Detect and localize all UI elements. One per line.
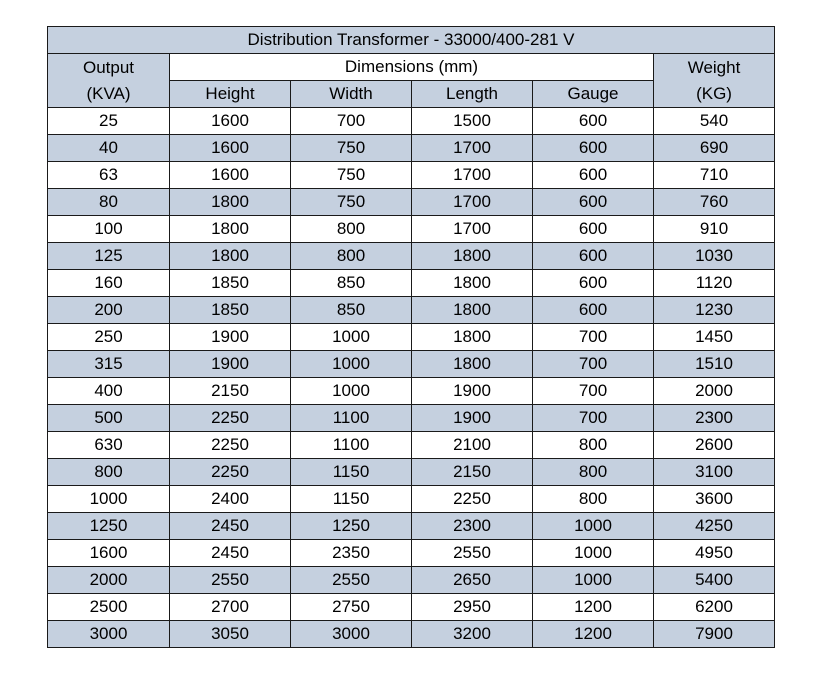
- cell-length: 1700: [412, 162, 533, 189]
- cell-output: 2000: [48, 567, 170, 594]
- table-row: [48, 189, 775, 216]
- cell-output: 2500: [48, 594, 170, 621]
- table-row: [48, 162, 775, 189]
- cell-height: 1900: [170, 351, 291, 378]
- cell-weight: 2600: [654, 432, 775, 459]
- table-row: [48, 351, 775, 378]
- cell-gauge: 600: [533, 297, 654, 324]
- header-output-unit: (KVA): [86, 83, 131, 103]
- cell-height: 1850: [170, 270, 291, 297]
- cell-length: 1900: [412, 378, 533, 405]
- cell-width: 700: [291, 108, 412, 135]
- header-weight: [654, 54, 775, 108]
- cell-width: 1250: [291, 513, 412, 540]
- header-output-label: Output: [82, 57, 135, 77]
- cell-weight: 760: [654, 189, 775, 216]
- cell-length: 2550: [412, 540, 533, 567]
- cell-width: 1000: [291, 324, 412, 351]
- cell-width: 850: [291, 270, 412, 297]
- header-output: [48, 54, 170, 108]
- cell-weight: 4950: [654, 540, 775, 567]
- cell-output: 315: [48, 351, 170, 378]
- cell-height: 2450: [170, 513, 291, 540]
- table-row: [48, 459, 775, 486]
- cell-gauge: 600: [533, 108, 654, 135]
- cell-length: 3200: [412, 621, 533, 648]
- header-height: Height: [170, 81, 291, 108]
- cell-weight: 5400: [654, 567, 775, 594]
- cell-width: 750: [291, 135, 412, 162]
- cell-width: 2750: [291, 594, 412, 621]
- cell-gauge: 600: [533, 162, 654, 189]
- transformer-spec-table: [47, 26, 775, 648]
- cell-weight: 1230: [654, 297, 775, 324]
- cell-height: 1800: [170, 216, 291, 243]
- header-weight-label: Weight: [687, 57, 741, 77]
- cell-output: 160: [48, 270, 170, 297]
- cell-length: 1800: [412, 270, 533, 297]
- cell-height: 2550: [170, 567, 291, 594]
- cell-output: 1000: [48, 486, 170, 513]
- cell-weight: 3600: [654, 486, 775, 513]
- cell-output: 25: [48, 108, 170, 135]
- table-row: [48, 432, 775, 459]
- cell-height: 2250: [170, 432, 291, 459]
- cell-weight: 1450: [654, 324, 775, 351]
- cell-gauge: 600: [533, 189, 654, 216]
- cell-length: 2300: [412, 513, 533, 540]
- cell-weight: 690: [654, 135, 775, 162]
- header-weight-unit: (KG): [696, 83, 732, 103]
- cell-weight: 3100: [654, 459, 775, 486]
- table-row: [48, 513, 775, 540]
- header-width: Width: [291, 81, 412, 108]
- cell-length: 1700: [412, 135, 533, 162]
- cell-width: 1000: [291, 351, 412, 378]
- cell-weight: 7900: [654, 621, 775, 648]
- cell-width: 1150: [291, 459, 412, 486]
- cell-gauge: 1000: [533, 513, 654, 540]
- cell-width: 750: [291, 189, 412, 216]
- table-row: [48, 108, 775, 135]
- cell-width: 1000: [291, 378, 412, 405]
- table-row: [48, 405, 775, 432]
- cell-height: 2150: [170, 378, 291, 405]
- cell-gauge: 600: [533, 270, 654, 297]
- cell-length: 1800: [412, 351, 533, 378]
- cell-width: 750: [291, 162, 412, 189]
- cell-height: 1850: [170, 297, 291, 324]
- cell-weight: 1030: [654, 243, 775, 270]
- table-row: [48, 594, 775, 621]
- cell-weight: 1510: [654, 351, 775, 378]
- cell-height: 2250: [170, 405, 291, 432]
- cell-length: 2250: [412, 486, 533, 513]
- cell-length: 2150: [412, 459, 533, 486]
- cell-weight: 540: [654, 108, 775, 135]
- cell-output: 80: [48, 189, 170, 216]
- cell-output: 1600: [48, 540, 170, 567]
- cell-length: 1500: [412, 108, 533, 135]
- cell-height: 1600: [170, 108, 291, 135]
- table-row: [48, 243, 775, 270]
- cell-width: 1100: [291, 432, 412, 459]
- cell-height: 1800: [170, 189, 291, 216]
- cell-height: 2700: [170, 594, 291, 621]
- header-length: Length: [412, 81, 533, 108]
- cell-height: 2450: [170, 540, 291, 567]
- cell-weight: 4250: [654, 513, 775, 540]
- cell-height: 1600: [170, 135, 291, 162]
- cell-gauge: 800: [533, 459, 654, 486]
- cell-output: 630: [48, 432, 170, 459]
- cell-width: 2550: [291, 567, 412, 594]
- cell-gauge: 700: [533, 378, 654, 405]
- cell-gauge: 1200: [533, 621, 654, 648]
- cell-length: 1800: [412, 243, 533, 270]
- cell-length: 2950: [412, 594, 533, 621]
- cell-width: 850: [291, 297, 412, 324]
- cell-weight: 910: [654, 216, 775, 243]
- table-body: [48, 108, 775, 648]
- cell-output: 100: [48, 216, 170, 243]
- cell-length: 1700: [412, 216, 533, 243]
- cell-gauge: 600: [533, 243, 654, 270]
- cell-weight: 710: [654, 162, 775, 189]
- table-row: [48, 621, 775, 648]
- cell-width: 2350: [291, 540, 412, 567]
- cell-output: 500: [48, 405, 170, 432]
- cell-gauge: 700: [533, 324, 654, 351]
- table-row: [48, 135, 775, 162]
- header-gauge: Gauge: [533, 81, 654, 108]
- table-row: [48, 270, 775, 297]
- table-title: Distribution Transformer - 33000/400-281 V: [48, 27, 775, 54]
- table-row: [48, 297, 775, 324]
- cell-width: 800: [291, 216, 412, 243]
- cell-gauge: 1200: [533, 594, 654, 621]
- cell-width: 1100: [291, 405, 412, 432]
- cell-gauge: 600: [533, 216, 654, 243]
- cell-height: 1600: [170, 162, 291, 189]
- cell-gauge: 800: [533, 432, 654, 459]
- cell-length: 2650: [412, 567, 533, 594]
- cell-output: 1250: [48, 513, 170, 540]
- cell-output: 400: [48, 378, 170, 405]
- cell-width: 3000: [291, 621, 412, 648]
- cell-width: 1150: [291, 486, 412, 513]
- cell-output: 63: [48, 162, 170, 189]
- cell-length: 1900: [412, 405, 533, 432]
- cell-output: 3000: [48, 621, 170, 648]
- cell-gauge: 1000: [533, 567, 654, 594]
- cell-width: 800: [291, 243, 412, 270]
- table-row: [48, 324, 775, 351]
- cell-gauge: 800: [533, 486, 654, 513]
- cell-output: 250: [48, 324, 170, 351]
- cell-height: 2400: [170, 486, 291, 513]
- cell-output: 125: [48, 243, 170, 270]
- table-row: [48, 378, 775, 405]
- cell-weight: 2000: [654, 378, 775, 405]
- cell-weight: 2300: [654, 405, 775, 432]
- cell-length: 1800: [412, 324, 533, 351]
- cell-length: 2100: [412, 432, 533, 459]
- cell-height: 1800: [170, 243, 291, 270]
- cell-gauge: 700: [533, 351, 654, 378]
- cell-weight: 1120: [654, 270, 775, 297]
- cell-gauge: 1000: [533, 540, 654, 567]
- cell-length: 1700: [412, 189, 533, 216]
- cell-height: 2250: [170, 459, 291, 486]
- table-row: [48, 216, 775, 243]
- cell-output: 40: [48, 135, 170, 162]
- cell-gauge: 600: [533, 135, 654, 162]
- cell-output: 200: [48, 297, 170, 324]
- table-row: [48, 567, 775, 594]
- header-dimensions: Dimensions (mm): [170, 54, 654, 81]
- cell-height: 1900: [170, 324, 291, 351]
- cell-length: 1800: [412, 297, 533, 324]
- cell-height: 3050: [170, 621, 291, 648]
- cell-weight: 6200: [654, 594, 775, 621]
- table-row: [48, 540, 775, 567]
- table-row: [48, 486, 775, 513]
- cell-gauge: 700: [533, 405, 654, 432]
- cell-output: 800: [48, 459, 170, 486]
